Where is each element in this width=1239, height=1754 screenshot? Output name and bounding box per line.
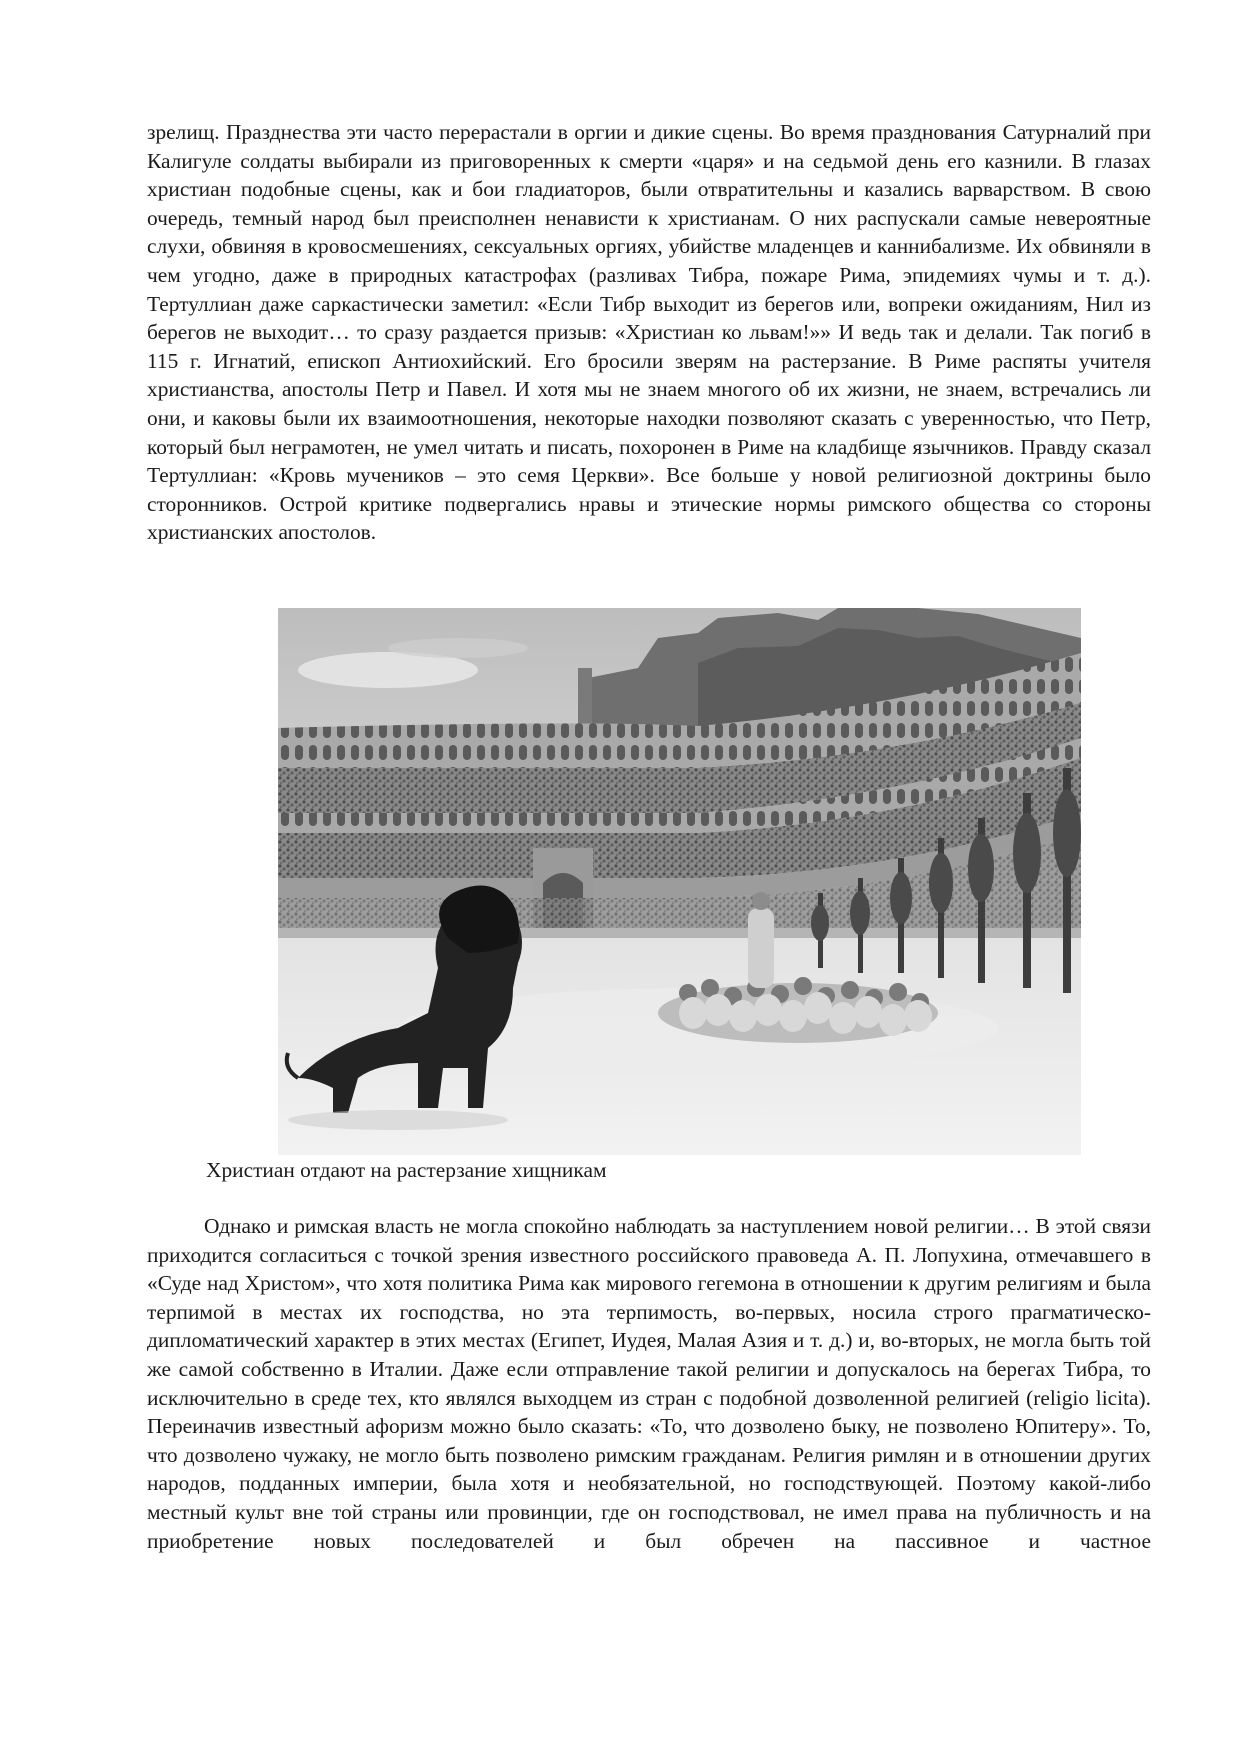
- colosseum-lion-illustration: [278, 608, 1081, 1155]
- body-paragraph: зрелищ. Празднества эти часто перерастали в оргии и дикие сцены. Во время празднования Сатурналий при Калигуле солдаты выбирали из приговоренных к смерти «царя» и на седьмой день его казнили. В глазах христиан подобные сцены, как и бои гладиаторов, были отвратительны и казались варварством. В свою очередь, темный народ был преисполнен ненависти к христианам. О них распускали самые невероятные слухи, обвиняя в кровосмешениях, сексуальных оргиях, убийстве младенцев и каннибализме. Их обвиняли в чем угодно, даже в природных катастрофах (разливах Тибра, пожаре Рима, эпидемиях чумы и т. д.). Тертуллиан даже саркастически заметил: «Если Тибр выходит из берегов или, вопреки ожиданиям, Нил из берегов не выходит… то сразу раздается призыв: «Христиан ко львам!»» И ведь так и делали. Так погиб в 115 г. Игнатий, епископ Антиохийский. Его бросили зверям на растерзание. В Риме распяты учителя христианства, апостолы Петр и Павел. И хотя мы не знаем многого об их жизни, не знаем, встречались ли они, и каковы были их взаимоотношения, некоторые находки позволяют сказать с уверенностью, что Петр, который был неграмотен, не умел читать и писать, похоронен в Риме на кладбище язычников. Правду сказал Тертуллиан: «Кровь мучеников – это семя Церкви». Все больше у новой религиозной доктрины было сторонников. Острой критике подвергались нравы и этические нормы римского общества со стороны христианских апостолов.: [147, 120, 1151, 545]
- body-paragraph: Однако и римская власть не могла спокойно наблюдать за наступлением новой религии… В этой связи приходится согласиться с точкой зрения известного российского правоведа А. П. Лопухина, отмечавшего в «Суде над Христом», что хотя политика Рима как мирового гегемона в отношении к другим религиям и была терпимой в местах их господства, но эта терпимость, во-первых, носила строго прагматическо-дипломатический характер в этих местах (Египет, Иудея, Малая Азия и т. д.) и, во-вторых, не могла быть той же самой собственно в Италии. Даже если отправление такой религии и допускалось на берегах Тибра, то исключительно в среде тех, кто являлся выходцем из стран с подобной дозволенной религией (religio licita). Переиначив известный афоризм можно было сказать: «То, что дозволено быку, не позволено Юпитеру». То, что дозволено чужаку, не могло быть позволено римским гражданам. Религия римлян и в отношении других народов, подданных империи, была хотя и необязательной, но господствующей. Поэтому какой-либо местный культ вне той страны или провинции, где он господствовал, не имел права на публичность и на приобретение новых последователей и был обречен на пассивное и частное: [147, 1214, 1151, 1553]
- figure-illustration: [278, 608, 1081, 1155]
- figure-caption: Христиан отдают на растерзание хищникам: [206, 1158, 607, 1182]
